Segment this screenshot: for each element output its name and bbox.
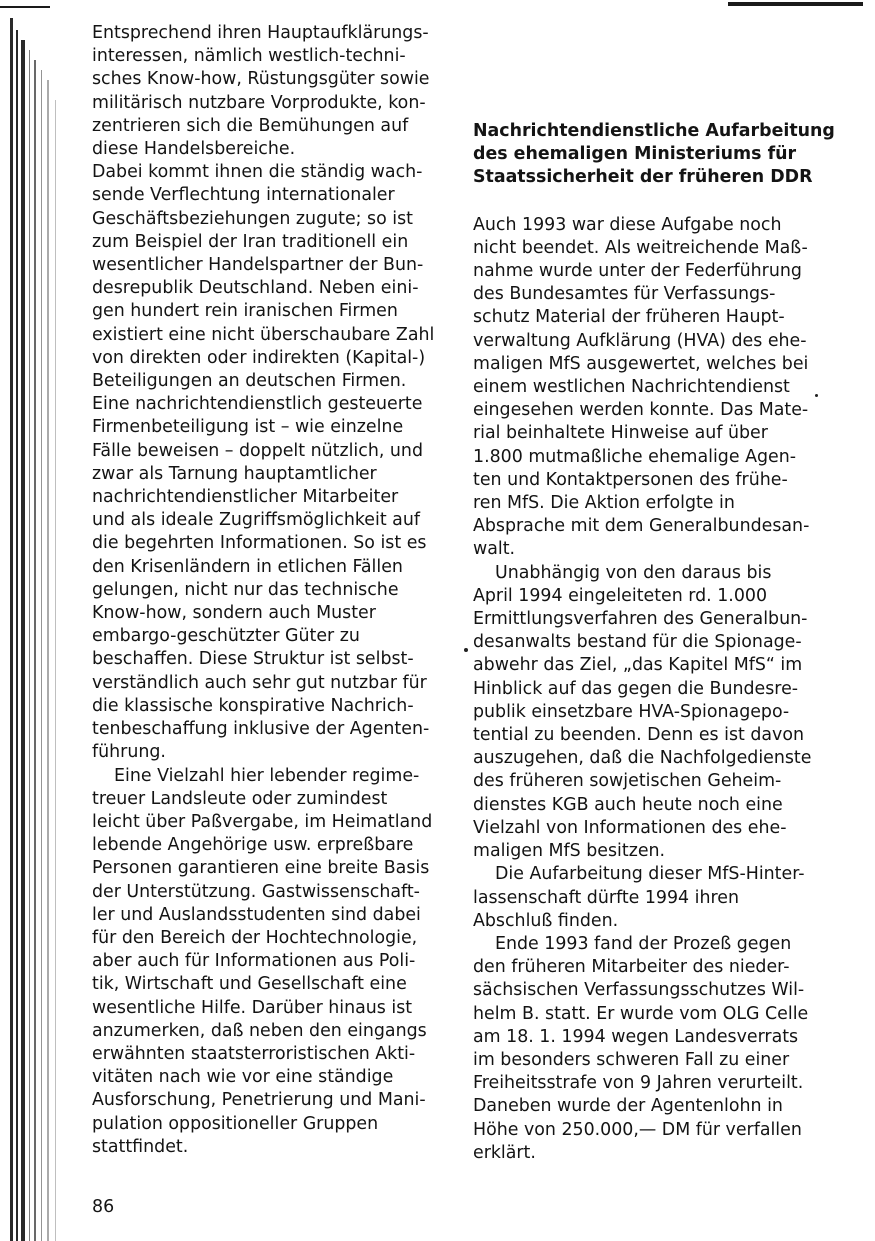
scan-speck	[815, 394, 818, 397]
right-paragraph-4: Ende 1993 fand der Prozeß gegen den früheren Mitarbeiter des nieder- sächsischen Verfassungsschutzes Wil- helm B. statt. Er wurde vom OLG Celle am 18. 1. 1994 wegen Landesverrats im besonders schweren Fall zu einer Freiheitsstrafe von 9 Jahren verurteilt. Daneben wurde der Agentenlohn in Höhe von 250.000,— DM für verfallen erklärt.	[473, 933, 809, 1163]
section-heading: Nachrichtendienstliche Aufarbeitung des ehemaligen Ministeriums für Staatssicherheit der früheren DDR	[473, 121, 835, 188]
top-rule-left	[0, 6, 50, 8]
left-paragraph-2: Dabei kommt ihnen die ständig wach- sende Verflechtung internationaler Geschäftsbeziehungen zugute; so ist zum Beispiel der Iran traditionell ein wesentlicher Handelspartner der Bun- desrepublik Deutschland. Neben eini- gen hundert rein iranischen Firmen existiert eine nicht überschaubare Zahl von direkten oder indirekten (Kapital-) Beteiligungen an deutschen Firmen. Eine nachrichtendienstlich gesteuerte Firmenbeteiligung ist – wie einzelne Fälle beweisen – doppelt nützlich, und zwar als Tarnung hauptamtlicher nachrichtendienstlicher Mitarbeiter und als ideale Zugriffsmöglichkeit auf die begehrten Informationen. So ist es den Krisenländern in etlichen Fällen gelungen, nicht nur das technische Know-how, sondern auch Muster embargo-geschützter Güter zu beschaffen. Diese Struktur ist selbst- verständlich auch sehr gut nutzbar für die klassische konspirative Nachrich- tenbeschaffung inklusive der Agenten- führung.	[92, 162, 435, 763]
right-paragraph-1: Auch 1993 war diese Aufgabe noch nicht beendet. Als weitreichende Maß- nahme wurde unter der Federführung des Bundesamtes für Verfassungs- schutz Material der früheren Haupt- verwaltung Aufklärung (HVA) des ehe- maligen MfS ausgewertet, welches bei einem westlichen Nachrichtendienst eingesehen werden konnte. Das Mate- rial beinhaltete Hinweise auf über 1.800 mutmaßliche ehemalige Agen- ten und Kontaktpersonen des frühe- ren MfS. Die Aktion erfolgte in Absprache mit dem Generalbundesan- walt.	[473, 214, 810, 560]
right-paragraph-3: Die Aufarbeitung dieser MfS-Hinter- lassenschaft dürfte 1994 ihren Abschluß finden.	[473, 864, 805, 931]
binding-edge	[0, 0, 70, 1241]
page-number: 86	[92, 1197, 115, 1217]
top-rule-right	[728, 2, 863, 6]
right-column	[473, 120, 843, 1165]
right-paragraph-2: Unabhängig von den daraus bis April 1994 eingeleiteten rd. 1.000 Ermittlungsverfahren des Generalbun- desanwalts bestand für die Spionage- abwehr das Ziel, „das Kapitel MfS“ im Hinblick auf das gegen die Bundesre- publik einsetzbare HVA-Spionagepo- tential zu beenden. Denn es ist davon auszugehen, daß die Nachfolgedienste des früheren sowjetischen Geheim- dienstes KGB auch heute noch eine Vielzahl von Informationen des ehe- maligen MfS besitzen.	[473, 562, 812, 862]
left-paragraph-1: Entsprechend ihren Hauptaufklärungs- interessen, nämlich westlich-techni- sches Know-how, Rüstungsgüter sowie militärisch nutzbare Vorprodukte, kon- zentrieren sich die Bemühungen auf diese Handelsbereiche.	[92, 23, 430, 160]
left-paragraph-3: Eine Vielzahl hier lebender regime- treuer Landsleute oder zumindest leicht über Paßvergabe, im Heimatland lebende Angehörige usw. erpreßbare Personen garantieren eine breite Basis der Unterstützung. Gastwissenschaft- ler und Auslandsstudenten sind dabei für den Bereich der Hochtechnologie, aber auch für Informationen aus Poli- tik, Wirtschaft und Gesellschaft eine wesentliche Hilfe. Darüber hinaus ist anzumerken, daß neben den eingangs erwähnten staatsterroristischen Akti- vitäten nach wie vor eine ständige Ausforschung, Penetrierung und Mani- pulation oppositioneller Gruppen stattfindet.	[92, 765, 433, 1157]
left-column	[92, 22, 457, 1159]
scan-speck	[464, 648, 468, 652]
